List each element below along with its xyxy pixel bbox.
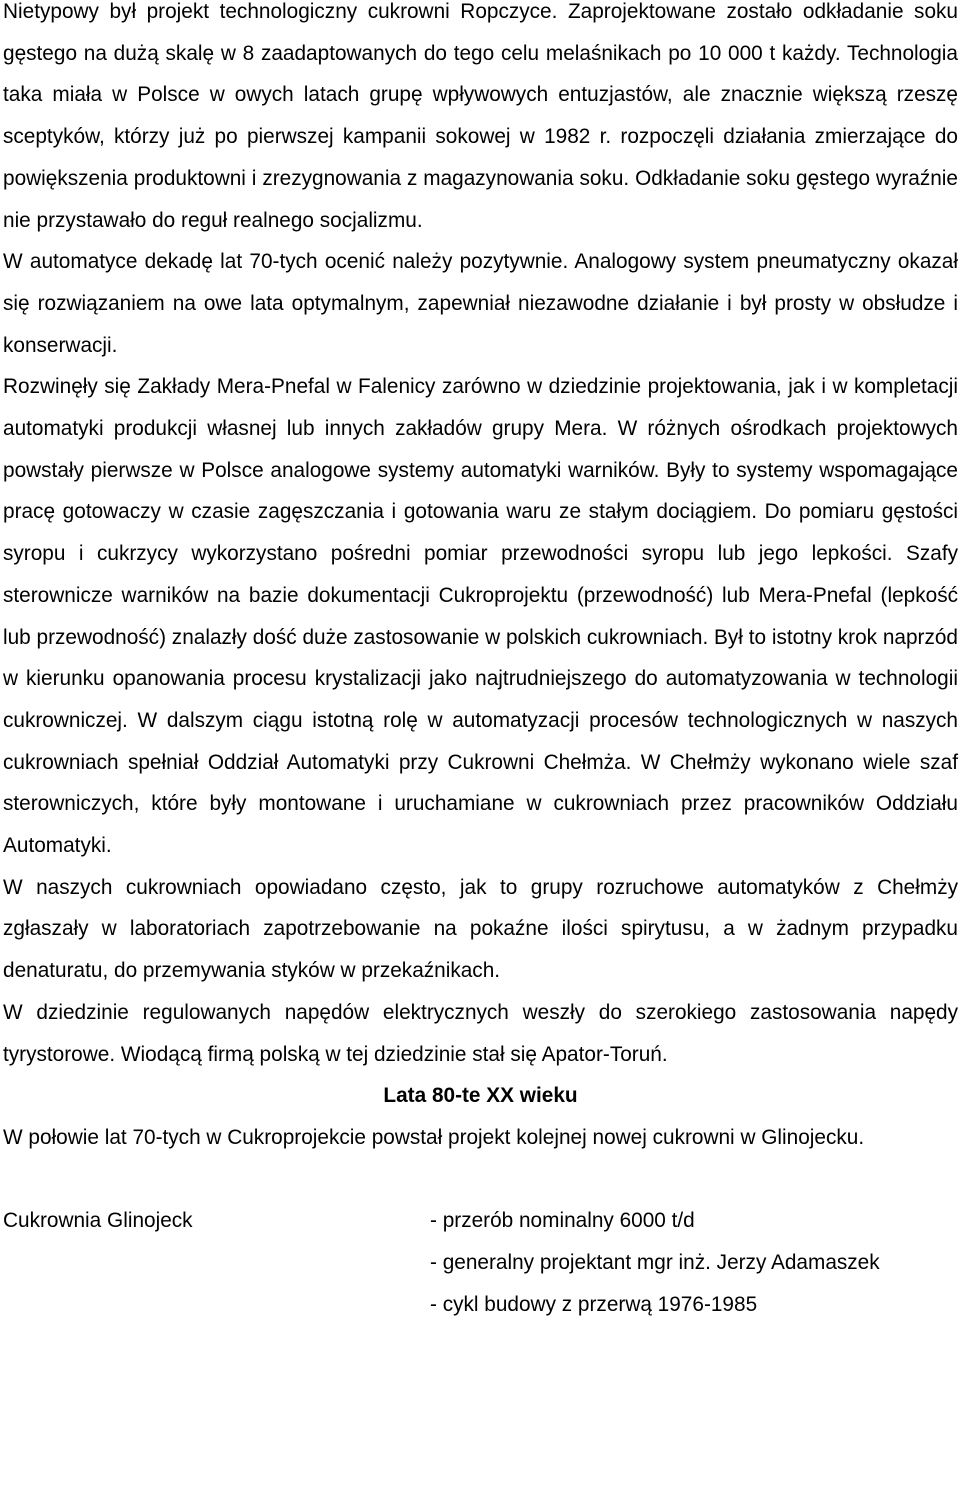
paragraph-thyristor-drives: W dziedzinie regulowanych napędów elektrycznych weszły do szerokiego zastosowania napędy tyrystorowe. Wiodącą firmą polską w tej dziedzinie stał się Apator-Toruń.	[3, 1000, 958, 1066]
facts-table	[3, 1200, 958, 1325]
paragraph-glinojeck-intro: W połowie lat 70-tych w Cukroprojekcie powstał projekt kolejnej nowej cukrowni w Glinojecku.	[3, 1125, 865, 1149]
paragraph-automation-70s: W automatyce dekadę lat 70-tych ocenić należy pozytywnie. Analogowy system pneumatyczny okazał się rozwiązaniem na owe lata optymalnym, zapewniał niezawodne działanie i był prosty w obsłudze i konserwacji.	[3, 250, 958, 357]
facts-label: Cukrownia Glinojeck	[3, 1209, 193, 1233]
facts-item: - generalny projektant mgr inż. Jerzy Adamaszek	[430, 1251, 880, 1275]
facts-item: - cykl budowy z przerwą 1976-1985	[430, 1292, 758, 1316]
document-page	[3, 0, 958, 1325]
facts-item: - przerób nominalny 6000 t/d	[430, 1209, 695, 1233]
paragraph-ropczyce: Nietypowy był projekt technologiczny cukrowni Ropczyce. Zaprojektowane zostało odkładanie soku gęstego na dużą skalę w 8 zaadaptowanych do tego celu melaśnikach po 10 000 t każdy. Technologia taka miała w Polsce w owych latach grupę wpływowych entuzjastów, ale znacznie większą rzeszę sceptyków, którzy już po pierwszej kampanii sokowej w 1982 r. rozpoczęli działania zmierzające do powiększenia produktowni i zrezygnowania z magazynowania soku. Odkładanie soku gęstego wyraźnie nie przystawało do reguł realnego socjalizmu.	[3, 0, 958, 232]
blank-line	[3, 1159, 958, 1201]
paragraph-chelmza-anecdote: W naszych cukrowniach opowiadano często, jak to grupy rozruchowe automatyków z Chełmży zgłaszały w laboratoriach zapotrzebowanie na pokaźne ilości spirytusu, a w żadnym przypadku denaturatu, do przemywania styków w przekaźnikach.	[3, 875, 958, 983]
section-heading: Lata 80-te XX wieku	[383, 1084, 578, 1108]
paragraph-mera-pnefal: Rozwinęły się Zakłady Mera-Pnefal w Falenicy zarówno w dziedzinie projektowania, jak i w kompletacji automatyki produkcji własnej lub innych zakładów grupy Mera. W różnych ośrodkach projektowych powstały pierwsze w Polsce analogowe systemy automatyki warników. Były to systemy wspomagające pracę gotowaczy w czasie zagęszczania i gotowania waru ze stałym dociągiem. Do pomiaru gęstości syropu i cukrzycy wykorzystano pośredni pomiar przewodności syropu lub jego lepkości. Szafy sterownicze warników na bazie dokumentacji Cukroprojektu (przewodność) lub Mera-Pnefal (lepkość lub przewodność) znalazły dość duże zastosowanie w polskich cukrowniach. Był to istotny krok naprzód w kierunku opanowania procesu krystalizacji jako najtrudniejszego do automatyzowania w technologii cukrowniczej. W dalszym ciągu istotną rolę w automatyzacji procesów technologicznych w naszych cukrowniach spełniał Oddział Automatyki przy Cukrowni Chełmża. W Chełmży wykonano wiele szaf sterowniczych, które były montowane i uruchamiane w cukrowniach przez pracowników Oddziału Automatyki.	[3, 375, 958, 858]
